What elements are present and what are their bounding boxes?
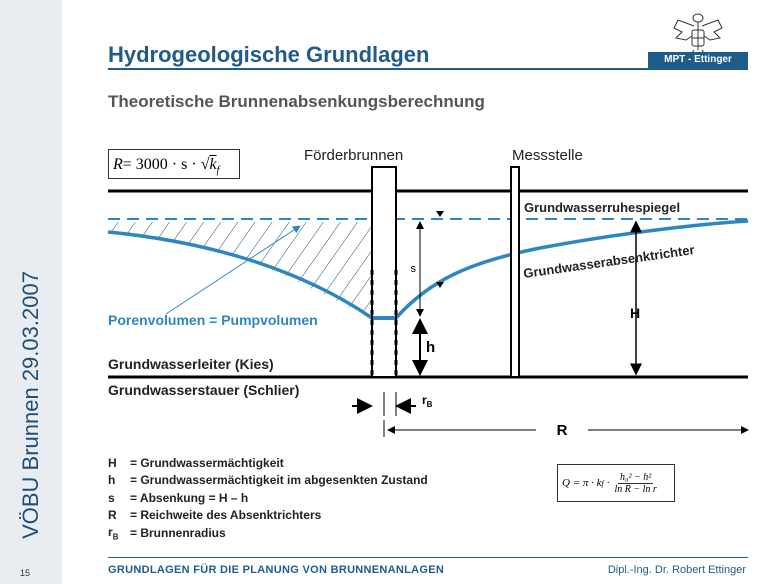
legend-description: = Grundwassermächtigkeit [130, 455, 284, 470]
range-formula-k: k [209, 156, 217, 173]
discharge-formula-sub: f [601, 478, 604, 488]
page-number: 15 [20, 568, 31, 578]
legend-description: = Reichweite des Absenktrichters [130, 508, 322, 523]
pore-volume-label: Porenvolumen = Pumpvolumen [108, 312, 318, 328]
legend-symbol: $r_B$ [108, 524, 119, 541]
discharge-formula-lhs: Q = π · k [562, 477, 602, 489]
legend-item [108, 489, 428, 507]
production-well-water [373, 316, 395, 320]
water-level-marker-top [436, 211, 444, 217]
H-label: H [630, 305, 641, 321]
footer-author: Dipl.-Ing. Dr. Robert Ettinger [607, 564, 746, 576]
pore-volume-hatch [108, 215, 378, 325]
legend-symbol: h [108, 473, 116, 488]
discharge-formula-numerator: h₀² − h² [620, 471, 652, 483]
range-formula-lhs: R [113, 156, 123, 173]
legend-symbol: s [108, 490, 115, 505]
discharge-formula-dot: · [606, 477, 610, 489]
aquifer-label: Grundwasserleiter (Kies) [108, 356, 274, 372]
range-formula-rhs: = 3000 · s · √ [122, 156, 210, 173]
R-label: R [556, 422, 568, 439]
s-label: s [410, 263, 416, 275]
legend-description: = Brunnenradius [130, 525, 226, 540]
discharge-formula-denominator: ln R − ln r [614, 483, 657, 495]
sidebar-vertical-text: VÖBU Brunnen 29.03.2007 [18, 271, 43, 539]
legend-item [108, 454, 428, 472]
legend-item [108, 507, 428, 525]
discharge-formula [557, 464, 675, 502]
legend-symbol: R [108, 508, 117, 523]
production-well [372, 167, 396, 377]
symbol-legend [108, 454, 428, 542]
legend-description: = Absenkung = H – h [130, 490, 249, 505]
legend-description: = Grundwassermächtigkeit im abgesenkten Zustand [130, 473, 428, 488]
discharge-formula-fraction [613, 472, 659, 495]
legend-item [108, 472, 428, 490]
footer-divider [108, 557, 748, 558]
logo-badge: MPT - Ettinger [648, 52, 748, 68]
legend-item [108, 524, 428, 542]
h-label: h [426, 339, 436, 356]
water-table-label: Grundwasserruhespiegel [524, 200, 681, 215]
cone-label: Grundwasserabsenktrichter [522, 242, 696, 281]
rB-label: $r_B$ [422, 393, 433, 409]
page-subtitle: Theoretische Brunnenabsenkungsberechnung [108, 92, 485, 111]
page-title: Hydrogeologische Grundlagen [108, 42, 430, 67]
aquitard-label: Grundwasserstauer (Schlier) [108, 382, 300, 398]
footer-title: GRUNDLAGEN FÜR DIE PLANUNG VON BRUNNENANLAGEN [108, 564, 445, 576]
legend-symbol: H [108, 455, 117, 470]
monitoring-well [511, 167, 519, 377]
well-label: Förderbrunnen [304, 147, 404, 164]
range-formula-k-sub: f [216, 165, 220, 177]
gauge-label: Messstelle [512, 147, 583, 164]
